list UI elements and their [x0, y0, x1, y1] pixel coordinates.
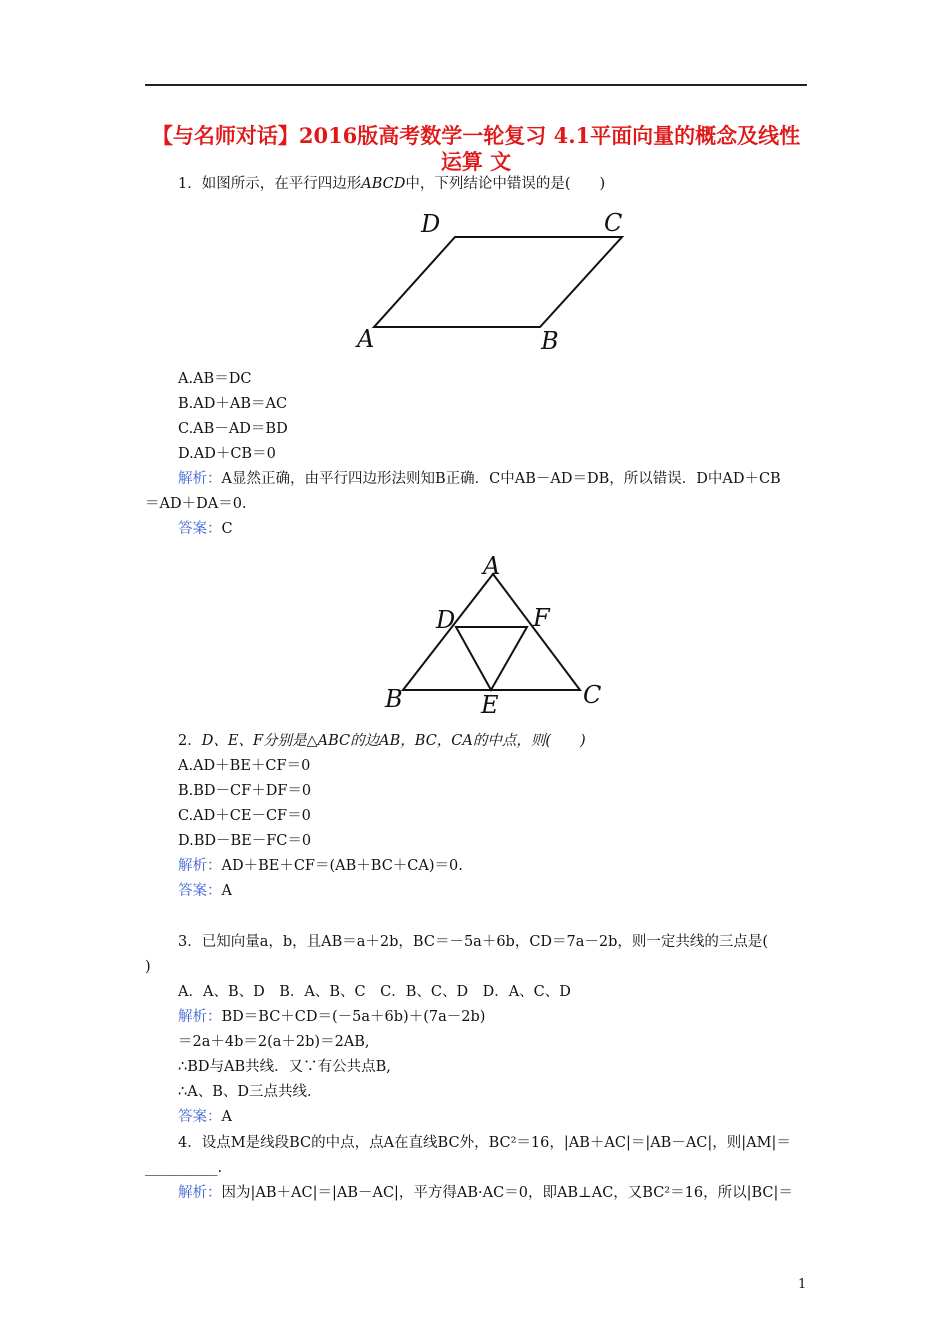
q2-analysis: 解析：AD＋BE＋CF＝(AB＋BC＋CA)＝0. [178, 858, 463, 874]
q4-blank: __________. [145, 1160, 223, 1176]
q4-analysis: 解析：因为|AB＋AC|＝|AB－AC|，平方得AB·AC＝0，即AB⊥AC，又BC²＝16，所以|BC|＝ [178, 1185, 793, 1201]
q3-stem-cont: ) [145, 959, 151, 975]
q1-option-c: C.AB－AD＝BD [178, 421, 288, 437]
q3-analysis: 解析：BD＝BC＋CD＝(－5a＋6b)＋(7a－2b) [178, 1009, 486, 1025]
label-D: D [421, 210, 441, 238]
q4-stem: 4．设点M是线段BC的中点，点A在直线BC外，BC²＝16，|AB＋AC|＝|AB－AC|，则|AM|＝ [178, 1135, 791, 1151]
parallelogram-shape [374, 237, 622, 327]
q1-option-d: D.AD＋CB＝0 [178, 446, 276, 462]
analysis-label: 解析： [178, 858, 222, 874]
q1-answer: 答案：C [178, 521, 233, 537]
document-title-line1: 【与名师对话】2016版高考数学一轮复习 4.1平面向量的概念及线性 [151, 123, 801, 148]
parallelogram-figure [350, 205, 640, 355]
q2-option-a: A.AD＋BE＋CF＝0 [178, 758, 311, 774]
q3-options: A．A、B、D B．A、B、C C．B、C、D D．A、C、D [178, 984, 571, 1000]
q2-option-b: B.BD－CF＋DF＝0 [178, 783, 312, 799]
triangle-abc [403, 574, 580, 690]
label-B: B [541, 327, 559, 355]
analysis-label: 解析： [178, 1009, 222, 1025]
label-F: F [533, 604, 550, 632]
q1-stem: 1．如图所示，在平行四边形ABCD中，下列结论中错误的是( ) [178, 176, 606, 192]
analysis-label: 解析： [178, 471, 222, 487]
q2-option-c: C.AD＋CE－CF＝0 [178, 808, 311, 824]
label-A: A [357, 325, 375, 353]
page-number: 1 [798, 1277, 807, 1292]
label-B: B [385, 685, 403, 713]
q3-stem: 3．已知向量a，b，且AB＝a＋2b，BC＝－5a＋6b，CD＝7a－2b，则一定共线的三点是( [178, 934, 769, 950]
q3-answer: 答案：A [178, 1109, 232, 1125]
label-D: D [436, 606, 456, 634]
label-A: A [483, 552, 501, 580]
q2-answer: 答案：A [178, 883, 232, 899]
label-E: E [481, 691, 499, 719]
top-rule [145, 84, 807, 86]
q1-option-a: A.AB＝DC [178, 371, 252, 387]
label-C: C [583, 681, 602, 709]
q3-analysis-line2: ＝2a＋4b＝2(a＋2b)＝2AB, [178, 1034, 370, 1050]
answer-label: 答案： [178, 521, 222, 537]
q2-option-d: D.BD－BE－FC＝0 [178, 833, 312, 849]
q2-stem: 2．D、E、F分别是△ABC的边AB，BC，CA的中点，则( ) [178, 733, 586, 749]
triangle-figure [375, 552, 615, 722]
analysis-label: 解析： [178, 1185, 222, 1201]
answer-label: 答案： [178, 883, 222, 899]
q1-analysis-cont: ＝AD＋DA＝0. [145, 496, 247, 512]
document-title-line2: 运算 文 [440, 149, 512, 174]
q3-analysis-line4: ∴A、B、D三点共线． [178, 1084, 322, 1100]
q3-analysis-line3: ∴BD与AB共线．又∵有公共点B, [178, 1059, 391, 1075]
q1-analysis: 解析：A显然正确，由平行四边形法则知B正确．C中AB－AD＝DB，所以错误．D中AD＋CB [178, 471, 781, 487]
q1-option-b: B.AD＋AB＝AC [178, 396, 288, 412]
triangle-def [456, 627, 527, 690]
label-C: C [604, 209, 623, 237]
answer-label: 答案： [178, 1109, 222, 1125]
